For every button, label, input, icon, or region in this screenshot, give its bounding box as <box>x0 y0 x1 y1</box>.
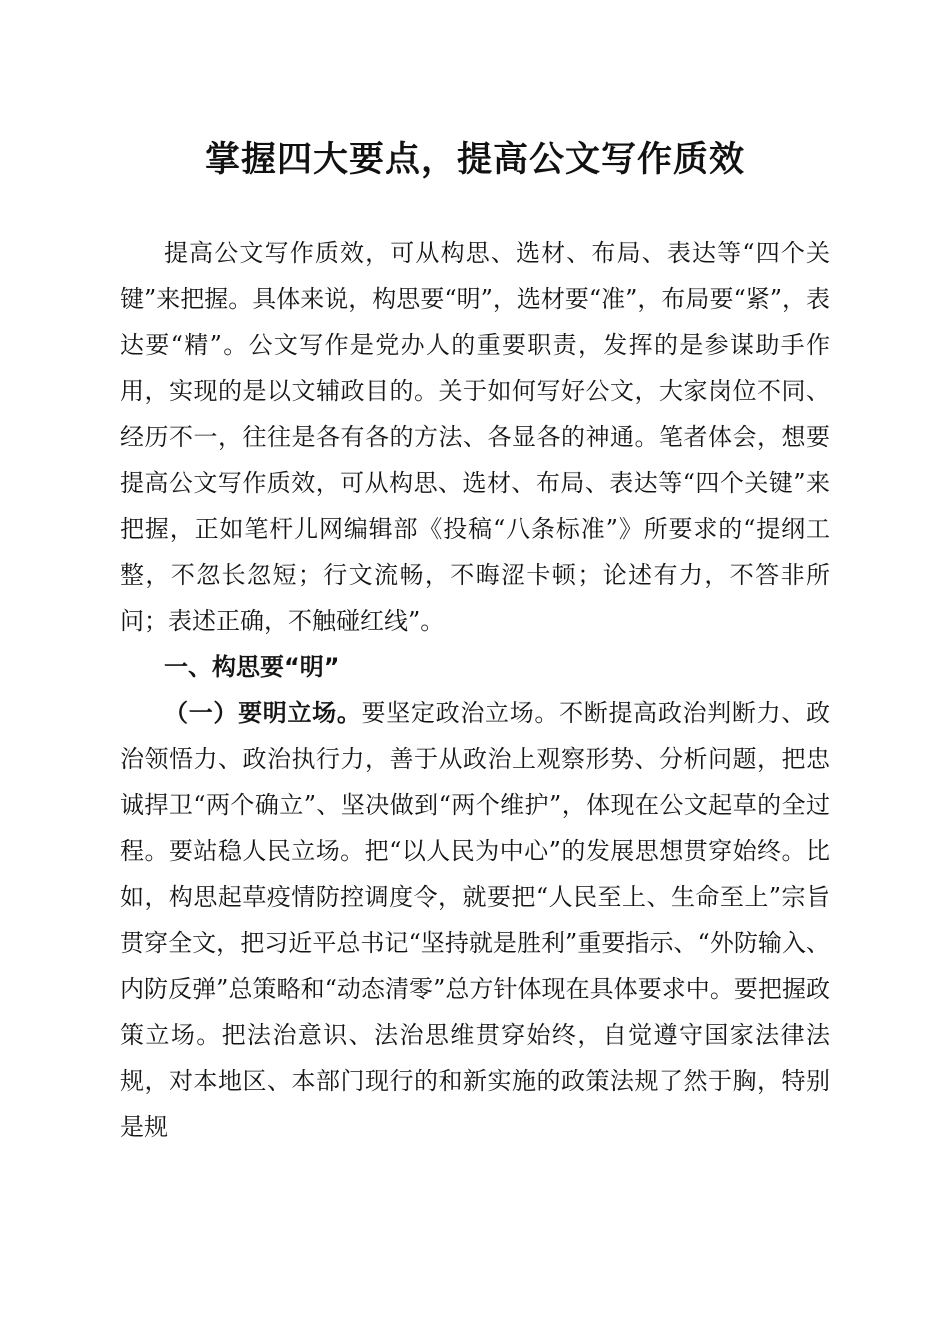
subsection-text: 要坚定政治立场。不断提高政治判断力、政治领悟力、政治执行力，善于从政治上观察形势、分析问题，把忠诚捍卫“两个确立”、坚决做到“两个维护”，体现在公文起草的全过程。要站稳人民立场。把“以人民为中心”的发展思想贯穿始终。比如，构思起草疫情防控调度令，就要把“人民至上、生命至上”宗旨贯穿全文，把习近平总书记“坚持就是胜利”重要指示、“外防输入、内防反弹”总策略和“动态清零”总方针体现在具体要求中。要把握政策立场。把法治意识、法治思维贯穿始终，自觉遵守国家法律法规，对本地区、本部门现行的和新实施的政策法规了然于胸，特别是规 <box>120 699 831 1141</box>
document-title: 掌握四大要点，提高公文写作质效 <box>204 139 745 180</box>
subsection-lead: （一）要明立场。 <box>164 698 362 727</box>
intro-paragraph: 提高公文写作质效，可从构思、选材、布局、表达等“四个关键”来把握。具体来说，构思要“明”，选材要“准”，布局要“紧”，表达要“精”。公文写作是党办人的重要职责，发挥的是参谋助手作用，实现的是以文辅政目的。关于如何写好公文，大家岗位不同、经历不一，往往是各有各的方法、各显各的神通。笔者体会，想要提高公文写作质效，可从构思、选材、布局、表达等“四个关键”来把握，正如笔杆儿网编辑部《投稿“八条标准”》所要求的“提纲工整，不忽长忽短；行文流畅，不晦涩卡顿；论述有力，不答非所问；表述正确，不触碰红线”。 <box>120 239 830 635</box>
document-body <box>120 230 830 1150</box>
section-heading: 一、构思要“明” <box>164 653 340 681</box>
subsection-paragraph <box>120 690 830 1150</box>
